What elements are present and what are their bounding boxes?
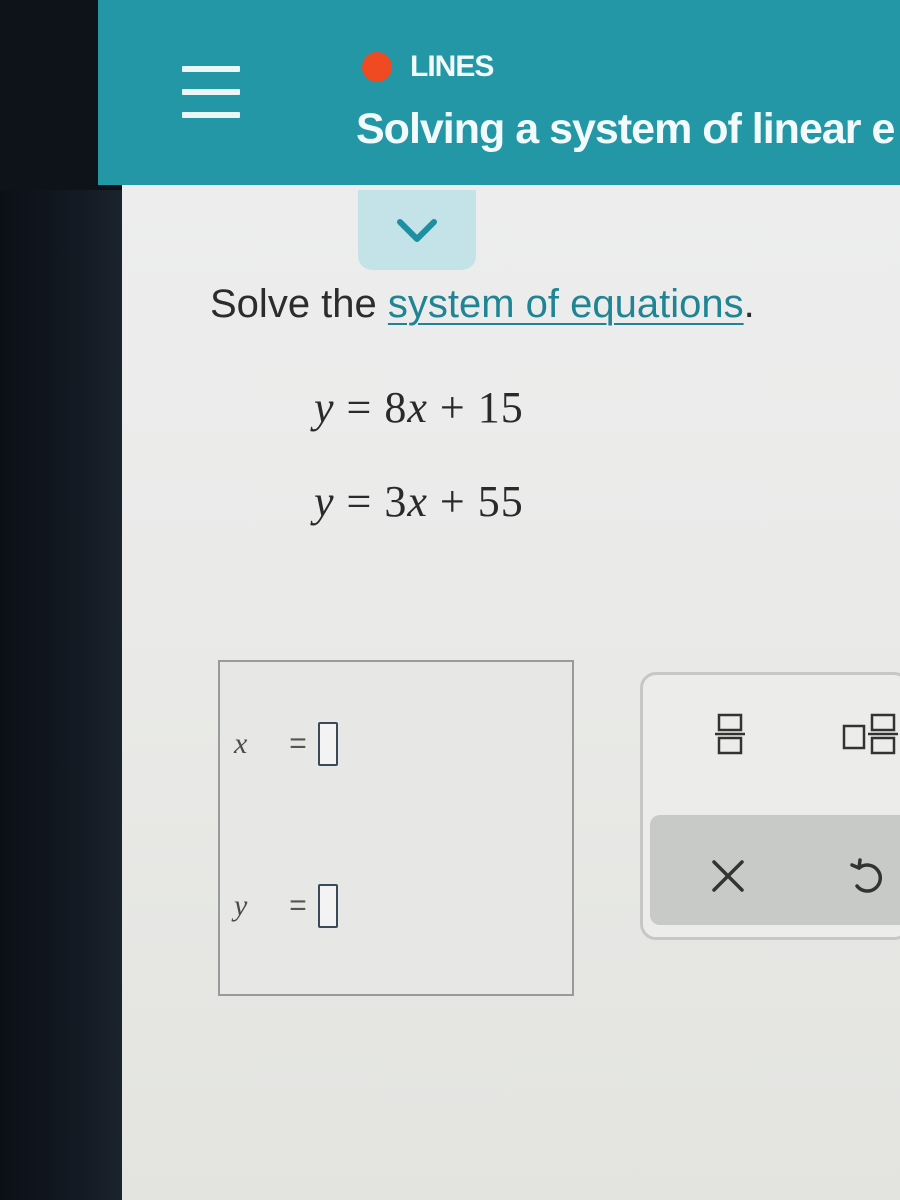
eq1-coef: 8 [384, 383, 408, 432]
answer-var-x: x [234, 727, 248, 760]
eq1-plus: + [439, 383, 466, 432]
expand-toggle-button[interactable] [358, 190, 476, 270]
answer-equals-y: = [289, 889, 307, 922]
x-answer-input[interactable] [318, 722, 338, 766]
fraction-icon [712, 712, 748, 756]
mixed-number-icon [842, 712, 900, 756]
equation-1 [314, 382, 524, 433]
eq1-var: x [407, 383, 428, 432]
eq2-lhs: y [314, 477, 335, 526]
page-title: Solving a system of linear e [356, 105, 895, 153]
answer-box [218, 660, 574, 996]
answer-row-x [234, 722, 338, 766]
hamburger-menu-icon[interactable] [182, 66, 240, 118]
topic-indicator [362, 50, 493, 84]
eq2-coef: 3 [384, 477, 408, 526]
prompt-lead: Solve the [210, 282, 388, 326]
answer-row-y [234, 884, 338, 928]
eq1-equals: = [346, 383, 373, 432]
clear-button[interactable] [710, 858, 746, 899]
eq2-plus: + [439, 477, 466, 526]
eq1-const: 15 [477, 383, 524, 432]
topic-status-dot [362, 52, 392, 82]
fraction-button[interactable] [712, 712, 748, 761]
y-answer-input[interactable] [318, 884, 338, 928]
eq2-const: 55 [477, 477, 524, 526]
eq1-lhs: y [314, 383, 335, 432]
answer-var-y: y [234, 889, 248, 922]
undo-button[interactable] [848, 858, 888, 903]
eq2-equals: = [346, 477, 373, 526]
question-prompt [210, 282, 755, 327]
equation-2 [314, 476, 524, 527]
mixed-number-button[interactable] [842, 712, 900, 761]
prompt-trail: . [743, 282, 755, 326]
clear-icon [710, 858, 746, 894]
system-of-equations-link[interactable]: system of equations [387, 282, 744, 326]
chevron-down-icon [394, 215, 440, 245]
answer-equals-x: = [289, 727, 307, 760]
eq2-var: x [407, 477, 428, 526]
topic-label: LINES [410, 50, 494, 83]
undo-icon [848, 858, 888, 898]
